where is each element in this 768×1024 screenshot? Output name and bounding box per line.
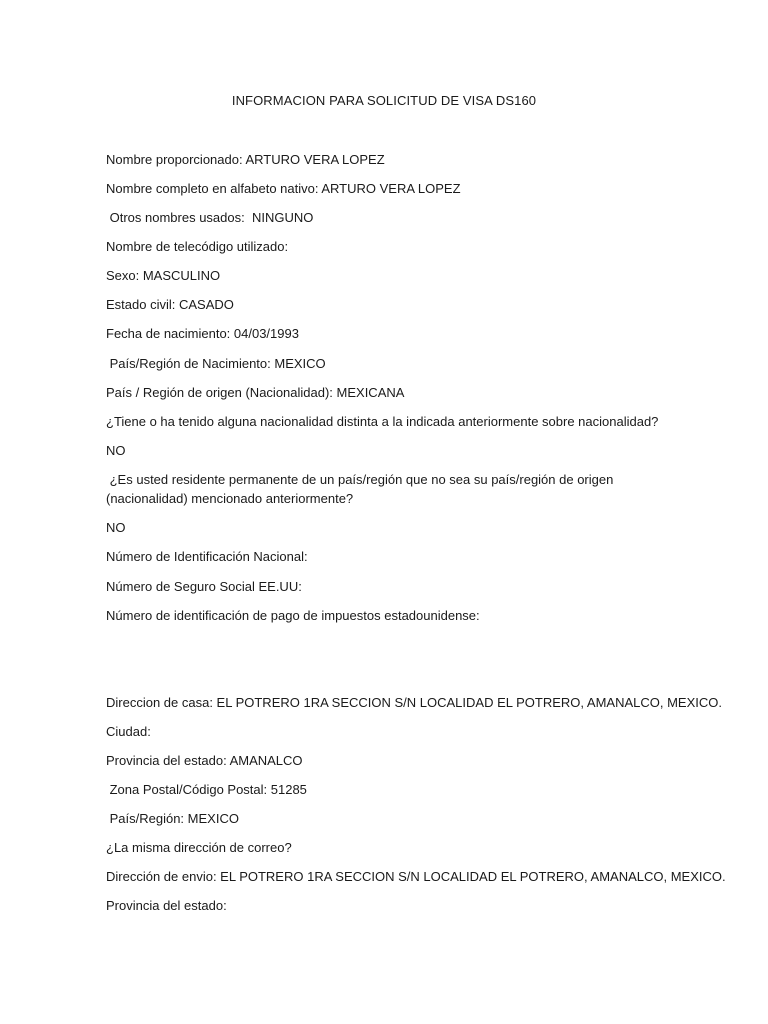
question-otra-nacionalidad: ¿Tiene o ha tenido alguna nacionalidad distinta a la indicada anteriormente sobre nacionalidad? bbox=[106, 414, 659, 429]
answer-residente-permanente: NO bbox=[106, 520, 126, 535]
question-misma-direccion: ¿La misma dirección de correo? bbox=[106, 840, 292, 855]
field-identificacion-impuestos: Número de identificación de pago de impuestos estadounidense: bbox=[106, 608, 480, 623]
field-telecodigo: Nombre de telecódigo utilizado: bbox=[106, 239, 289, 254]
field-provincia-estado-envio: Provincia del estado: bbox=[106, 898, 227, 913]
field-codigo-postal: Zona Postal/Código Postal: 51285 bbox=[106, 782, 307, 797]
field-pais-region: País/Región: MEXICO bbox=[106, 811, 239, 826]
field-nombre-completo-nativo: Nombre completo en alfabeto nativo: ARTURO VERA LOPEZ bbox=[106, 181, 461, 196]
field-direccion-envio: Dirección de envio: EL POTRERO 1RA SECCION S/N LOCALIDAD EL POTRERO, AMANALCO, MEXICO. bbox=[106, 869, 726, 884]
field-identificacion-nacional: Número de Identificación Nacional: bbox=[106, 549, 308, 564]
field-nombre-proporcionado: Nombre proporcionado: ARTURO VERA LOPEZ bbox=[106, 152, 385, 167]
field-ciudad: Ciudad: bbox=[106, 724, 151, 739]
question-residente-permanente-line1: ¿Es usted residente permanente de un país/región que no sea su país/región de origen bbox=[106, 472, 614, 487]
field-seguro-social: Número de Seguro Social EE.UU: bbox=[106, 579, 302, 594]
field-otros-nombres: Otros nombres usados: NINGUNO bbox=[106, 210, 314, 225]
document-title: INFORMACION PARA SOLICITUD DE VISA DS160 bbox=[231, 93, 537, 108]
field-nacionalidad: País / Región de origen (Nacionalidad): MEXICANA bbox=[106, 385, 405, 400]
field-pais-nacimiento: País/Región de Nacimiento: MEXICO bbox=[106, 356, 326, 371]
field-estado-civil: Estado civil: CASADO bbox=[106, 297, 234, 312]
field-provincia-estado: Provincia del estado: AMANALCO bbox=[106, 753, 303, 768]
field-fecha-nacimiento: Fecha de nacimiento: 04/03/1993 bbox=[106, 326, 299, 341]
answer-otra-nacionalidad: NO bbox=[106, 443, 126, 458]
field-sexo: Sexo: MASCULINO bbox=[106, 268, 221, 283]
question-residente-permanente-line2: (nacionalidad) mencionado anteriormente? bbox=[106, 491, 354, 506]
field-direccion-casa: Direccion de casa: EL POTRERO 1RA SECCION S/N LOCALIDAD EL POTRERO, AMANALCO, MEXICO. bbox=[106, 695, 722, 710]
